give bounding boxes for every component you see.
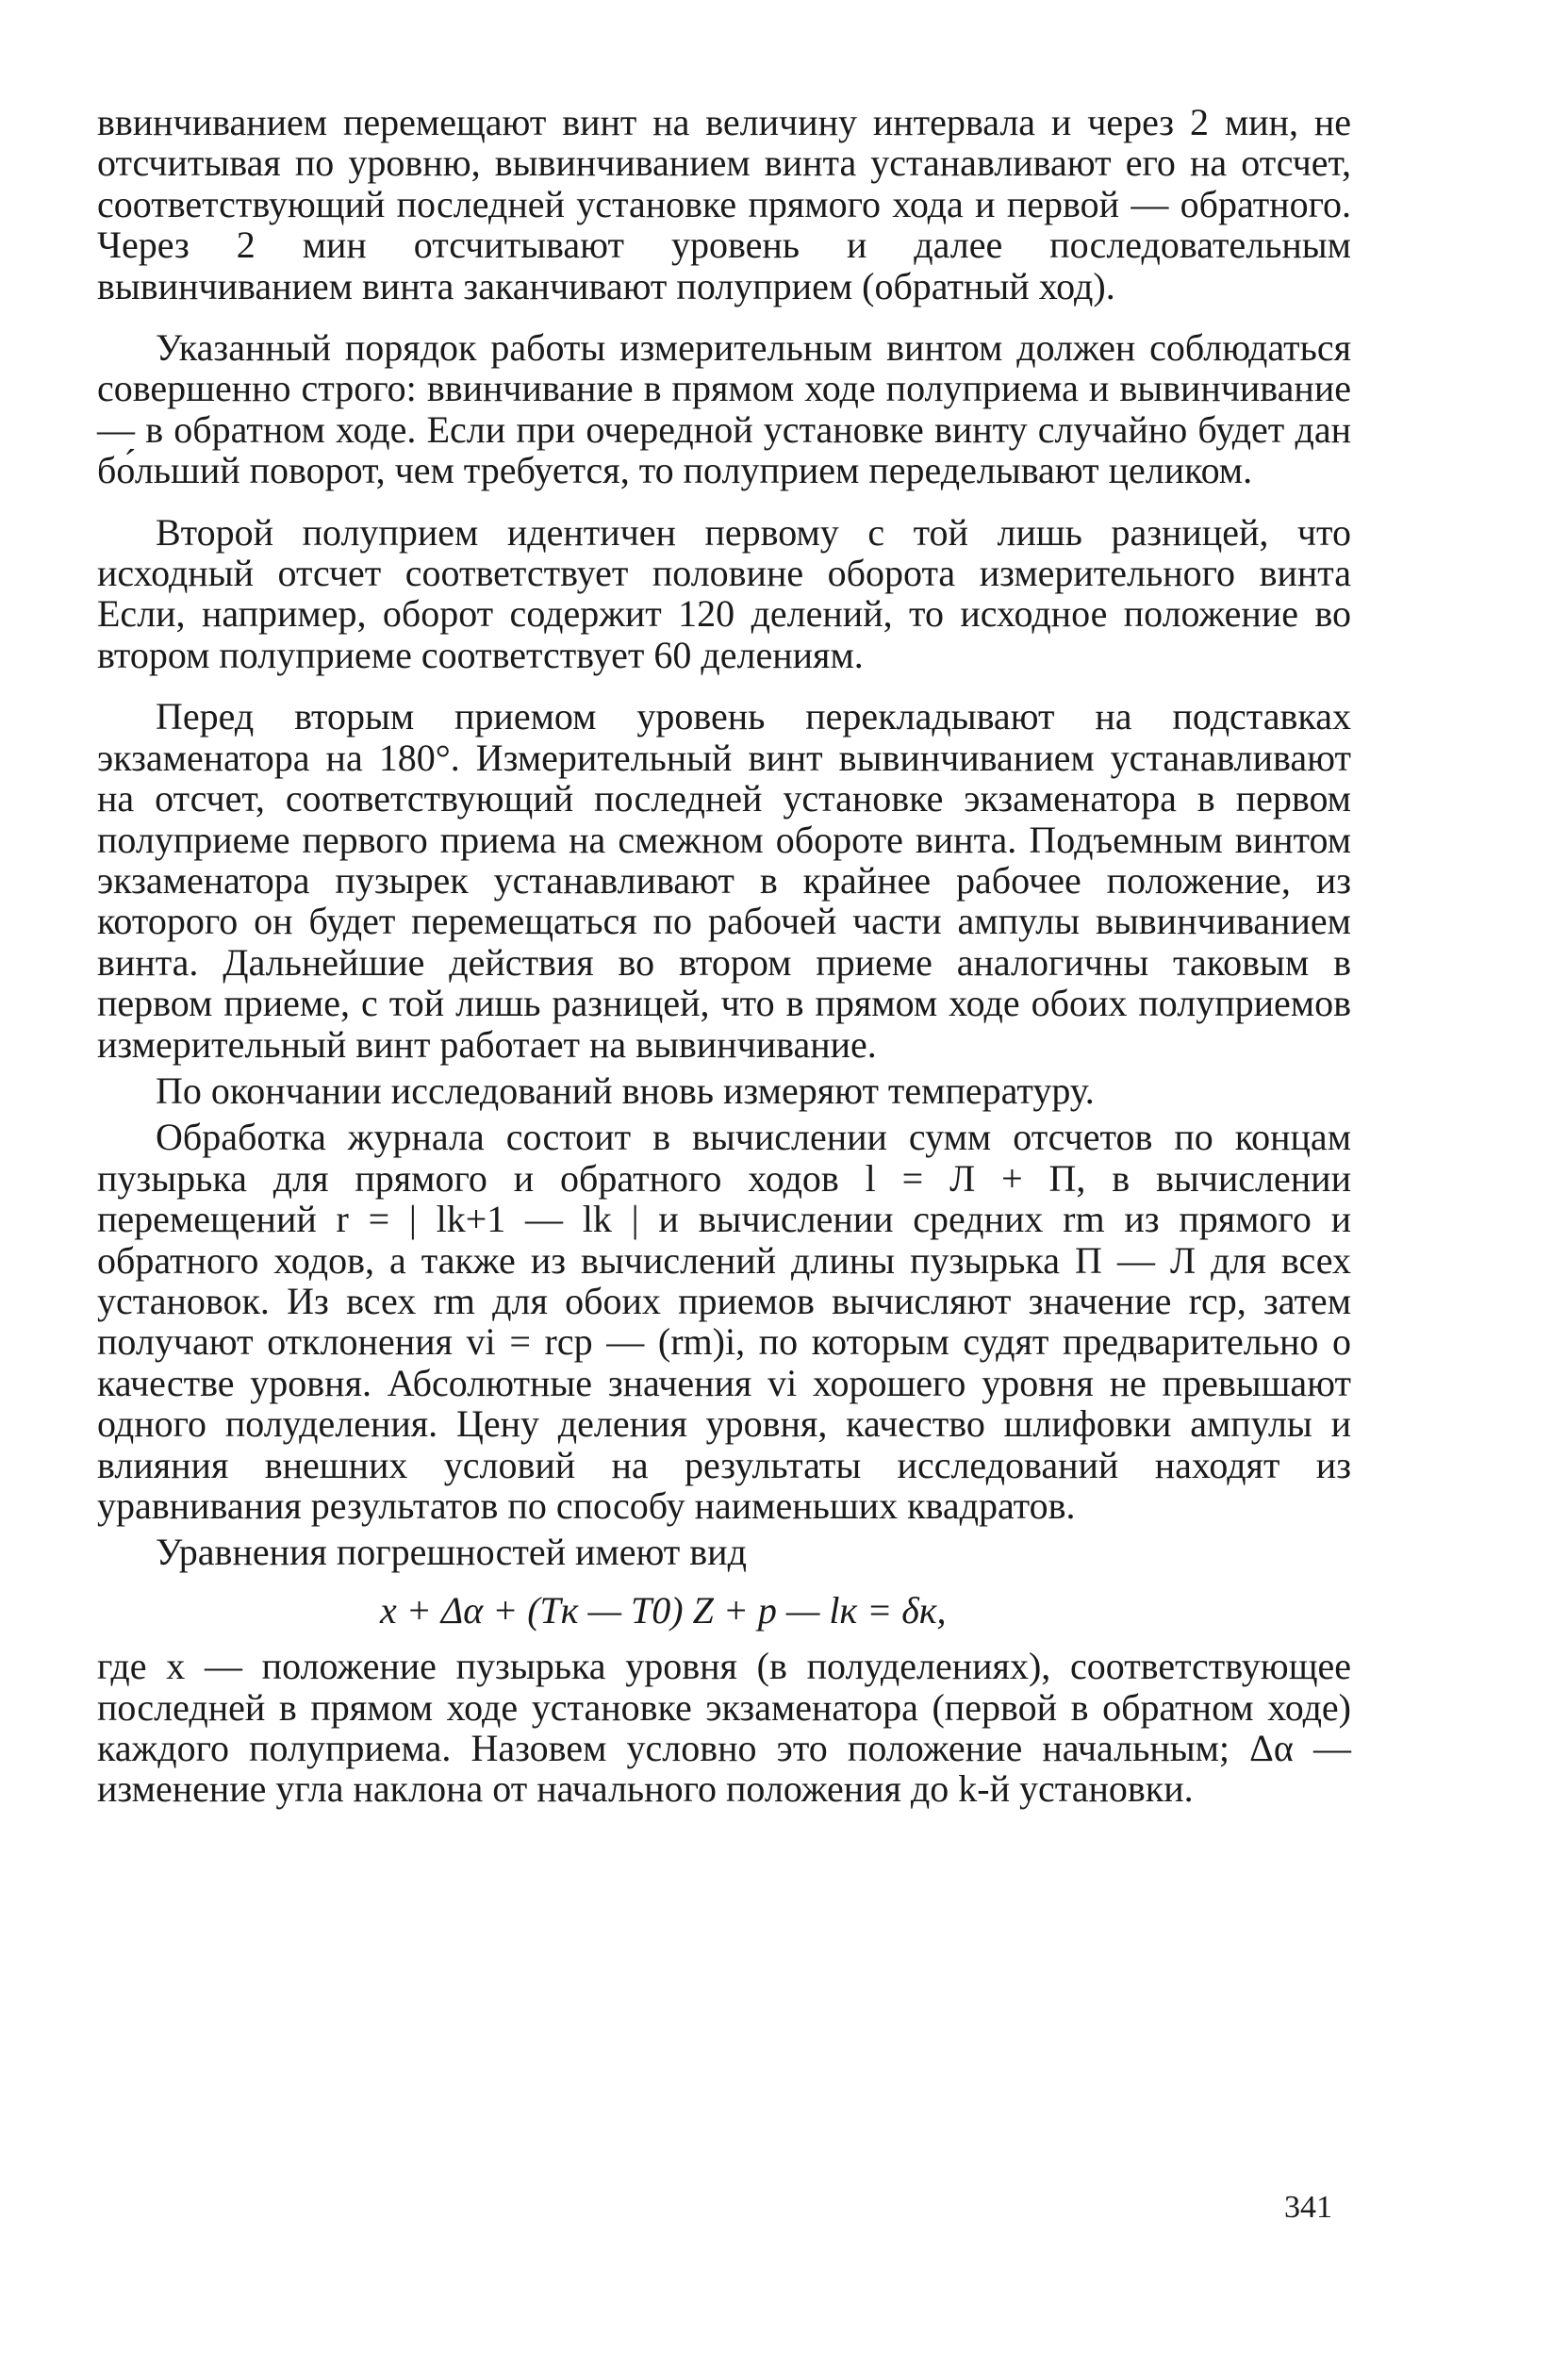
- page-number: 341: [1284, 2190, 1332, 2225]
- paragraph-continuation: ввинчиванием перемещают винт на величину интервала и через 2 мин, не отсчитывая по уровню, вывинчиванием винта устанавливают его на отсчет, соответствующий последней установке прямого хода и первой — обратного. Через 2 мин отсчитывают уровень и далее последовательным вывинчиванием винта заканчивают полуприем (обратный ход).: [97, 101, 1351, 307]
- page-body: [97, 102, 1351, 1810]
- paragraph-equation-legend: где x — положение пузырька уровня (в полуделениях), соответствующее последней в прямом ходе установке экзаменатора (первой в обратном ходе) каждого полуприема. Назовем условно это положение начальным; Δα — изменение угла наклона от начального положения до k-й установки.: [97, 1645, 1351, 1811]
- paragraph-second-half-reception: Второй полуприем идентичен первому с той лишь разницей, что исходный отсчет соответствует половине оборота измерительного винта Если, например, оборот содержит 120 делений, то исходное положение во втором полуприеме соответствует 60 делениям.: [97, 510, 1351, 676]
- paragraph-second-reception: Перед вторым приемом уровень перекладывают на подставках экзаменатора на 180°. Измерительный винт вывинчиванием устанавливают на отсчет, соответствующий последней установке экзаменатора в первом полуприеме первого приема на смежном обороте винта. Подъемным винтом экзаменатора пузырек устанавливают в крайнее рабочее положение, из которого он будет перемещаться по рабочей части ампулы вывинчиванием винта. Дальнейшие действия во втором приеме аналогичны таковым в первом приеме, с той лишь разницей, что в прямом ходе обоих полуприемов измерительный винт работает на вывинчивание.: [97, 695, 1351, 1066]
- paragraph-equations-intro: Уравнения погрешностей имеют вид: [156, 1531, 747, 1574]
- paragraph-journal-processing: Обработка журнала состоит в вычислении сумм отсчетов по концам пузырька для прямого и обратного ходов l = Л + П, в вычислении перемещений r = | lk+1 — lk | и вычислении средних rm из прямого и обратного ходов, а также из вычислений длины пузырька П — Л для всех установок. Из всех rm для обоих приемов вычисляют значение rср, затем получают отклонения vi = rср — (rm)i, по которым судят предварительно о качестве уровня. Абсолютные значения vi хорошего уровня не превышают одного полуделения. Цену деления уровня, качество шлифовки ампулы и влияния внешних условий на результаты исследований находят из уравнивания результатов по способу наименьших квадратов.: [97, 1116, 1351, 1527]
- paragraph-screw-procedure: Указанный порядок работы измерительным винтом должен соблюдаться совершенно строго: ввинчивание в прямом ходе полуприема и вывинчивание — в обратном ходе. Если при очередной установке винту случайно будет дан бо́льший поворот, чем требуется, то полуприем переделывают целиком.: [97, 326, 1351, 492]
- paragraph-temperature: По окончании исследований вновь измеряют температуру.: [156, 1069, 1095, 1112]
- error-equation: x + Δα + (Tк — T0) Z + p — lк = δк,: [380, 1588, 947, 1632]
